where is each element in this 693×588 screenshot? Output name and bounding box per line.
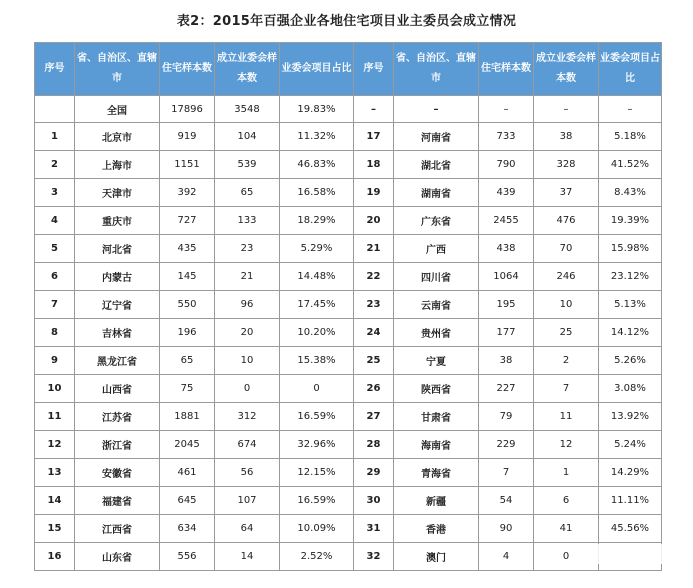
table-cell: 云南省 xyxy=(394,291,479,319)
table-cell: 2.52% xyxy=(280,543,354,571)
table-cell: 229 xyxy=(479,431,534,459)
table-cell: – xyxy=(479,96,534,123)
table-cell: 14.29% xyxy=(599,459,662,487)
table-cell: 392 xyxy=(160,179,215,207)
table-cell: 556 xyxy=(160,543,215,571)
table-cell: 13.92% xyxy=(599,403,662,431)
table-cell: 56 xyxy=(215,459,280,487)
table-cell: 919 xyxy=(160,123,215,151)
table-cell: 16.59% xyxy=(280,487,354,515)
table-body xyxy=(35,96,662,571)
table-cell: 澳门 xyxy=(394,543,479,571)
table-cell: 65 xyxy=(215,179,280,207)
table-cell: 25 xyxy=(534,319,599,347)
table-cell: 河北省 xyxy=(75,235,160,263)
table-cell: 38 xyxy=(479,347,534,375)
table-cell: 32 xyxy=(354,543,394,571)
table-cell: 70 xyxy=(534,235,599,263)
table-cell: 江苏省 xyxy=(75,403,160,431)
committee-table xyxy=(34,42,662,571)
table-cell: 重庆市 xyxy=(75,207,160,235)
table-cell: 21 xyxy=(354,235,394,263)
table-cell: 733 xyxy=(479,123,534,151)
table-cell: – xyxy=(354,96,394,123)
column-header: 序号 xyxy=(354,43,394,96)
table-cell: 10.20% xyxy=(280,319,354,347)
table-cell: 246 xyxy=(534,263,599,291)
table-cell: 四川省 xyxy=(394,263,479,291)
table-cell: 14.48% xyxy=(280,263,354,291)
table-cell: 安徽省 xyxy=(75,459,160,487)
table-cell: 4 xyxy=(479,543,534,571)
table-cell: 104 xyxy=(215,123,280,151)
table-cell: 上海市 xyxy=(75,151,160,179)
table-cell: 10.09% xyxy=(280,515,354,543)
table-cell: 6 xyxy=(35,263,75,291)
table-cell: 28 xyxy=(354,431,394,459)
table-cell: 辽宁省 xyxy=(75,291,160,319)
table-cell: 甘肃省 xyxy=(394,403,479,431)
table-cell: 14 xyxy=(215,543,280,571)
table-cell: 6 xyxy=(534,487,599,515)
table-cell: 439 xyxy=(479,179,534,207)
table-cell: 10 xyxy=(534,291,599,319)
table-cell: 31 xyxy=(354,515,394,543)
table-cell: 539 xyxy=(215,151,280,179)
table-cell: 18 xyxy=(354,151,394,179)
table-cell: 18.29% xyxy=(280,207,354,235)
table-cell: 133 xyxy=(215,207,280,235)
table-cell: 5.13% xyxy=(599,291,662,319)
table-cell: 北京市 xyxy=(75,123,160,151)
table-cell: 177 xyxy=(479,319,534,347)
table-cell: 11 xyxy=(35,403,75,431)
table-cell: 3548 xyxy=(215,96,280,123)
table-cell: – xyxy=(394,96,479,123)
table-row xyxy=(35,207,662,235)
table-cell: 1881 xyxy=(160,403,215,431)
column-header: 序号 xyxy=(35,43,75,96)
table-cell: 0 xyxy=(280,375,354,403)
table-row xyxy=(35,515,662,543)
table-row xyxy=(35,179,662,207)
column-header: 成立业委会样本数 xyxy=(215,43,280,96)
table-cell: 17896 xyxy=(160,96,215,123)
table-cell: 内蒙古 xyxy=(75,263,160,291)
table-cell: 674 xyxy=(215,431,280,459)
table-cell: 75 xyxy=(160,375,215,403)
table-cell: 1064 xyxy=(479,263,534,291)
table-cell: 全国 xyxy=(75,96,160,123)
table-cell: 12 xyxy=(35,431,75,459)
table-cell: – xyxy=(534,96,599,123)
table-cell: 7 xyxy=(479,459,534,487)
table-cell: 新疆 xyxy=(394,487,479,515)
table-cell: 19.83% xyxy=(280,96,354,123)
table-cell: 15 xyxy=(35,515,75,543)
table-cell: 19 xyxy=(354,179,394,207)
table-row xyxy=(35,123,662,151)
table-cell: 香港 xyxy=(394,515,479,543)
column-header: 住宅样本数 xyxy=(479,43,534,96)
table-cell: 14 xyxy=(35,487,75,515)
table-cell: 5.24% xyxy=(599,431,662,459)
table-cell: 37 xyxy=(534,179,599,207)
table-cell: 湖北省 xyxy=(394,151,479,179)
table-cell: 23.12% xyxy=(599,263,662,291)
table-cell: 312 xyxy=(215,403,280,431)
table-cell: 2045 xyxy=(160,431,215,459)
table-cell: 29 xyxy=(354,459,394,487)
table-cell: 96 xyxy=(215,291,280,319)
table-cell: 20 xyxy=(354,207,394,235)
column-header: 成立业委会样本数 xyxy=(534,43,599,96)
table-cell: 8 xyxy=(35,319,75,347)
column-header: 业委会项目占比 xyxy=(599,43,662,96)
table-row xyxy=(35,487,662,515)
table-cell: 26 xyxy=(354,375,394,403)
table-cell: 1 xyxy=(35,123,75,151)
table-cell: 11 xyxy=(534,403,599,431)
total-row xyxy=(35,96,662,123)
table-cell: 11.11% xyxy=(599,487,662,515)
table-cell: 10 xyxy=(215,347,280,375)
table-cell xyxy=(35,96,75,123)
table-cell: 17.45% xyxy=(280,291,354,319)
table-cell: 41.52% xyxy=(599,151,662,179)
table-cell: 16 xyxy=(35,543,75,571)
table-row xyxy=(35,459,662,487)
table-cell: 15.38% xyxy=(280,347,354,375)
table-cell: 19.39% xyxy=(599,207,662,235)
column-header: 省、自治区、直辖市 xyxy=(75,43,160,96)
table-cell: 1 xyxy=(534,459,599,487)
table-cell: 23 xyxy=(354,291,394,319)
table-cell: 461 xyxy=(160,459,215,487)
table-cell: 65 xyxy=(160,347,215,375)
table-cell: 天津市 xyxy=(75,179,160,207)
table-cell: 14.12% xyxy=(599,319,662,347)
table-cell: 5.18% xyxy=(599,123,662,151)
table-cell: 438 xyxy=(479,235,534,263)
table-cell: 2 xyxy=(35,151,75,179)
table-cell: 90 xyxy=(479,515,534,543)
table-row xyxy=(35,375,662,403)
table-cell: 328 xyxy=(534,151,599,179)
table-row xyxy=(35,151,662,179)
table-cell: 13 xyxy=(35,459,75,487)
table-cell: 福建省 xyxy=(75,487,160,515)
table-row xyxy=(35,319,662,347)
table-cell: 17 xyxy=(354,123,394,151)
table-cell: 湖南省 xyxy=(394,179,479,207)
column-header: 省、自治区、直辖市 xyxy=(394,43,479,96)
column-header: 业委会项目占比 xyxy=(280,43,354,96)
table-title: 表2：2015年百强企业各地住宅项目业主委员会成立情况 xyxy=(176,14,517,29)
table-cell: 7 xyxy=(534,375,599,403)
header-row xyxy=(35,43,662,96)
table-row xyxy=(35,235,662,263)
table-cell: 727 xyxy=(160,207,215,235)
table-cell: 79 xyxy=(479,403,534,431)
table-cell: 0 xyxy=(215,375,280,403)
table-cell: 2455 xyxy=(479,207,534,235)
table-cell: 196 xyxy=(160,319,215,347)
table-cell: 山东省 xyxy=(75,543,160,571)
table-row xyxy=(35,543,662,571)
table-cell: 11.32% xyxy=(280,123,354,151)
table-cell: 41 xyxy=(534,515,599,543)
table-cell: 790 xyxy=(479,151,534,179)
table-row xyxy=(35,263,662,291)
table-cell: 青海省 xyxy=(394,459,479,487)
table-cell: 27 xyxy=(354,403,394,431)
table-cell: 2 xyxy=(534,347,599,375)
table-cell: 24 xyxy=(354,319,394,347)
table-cell: 25 xyxy=(354,347,394,375)
table-cell: 15.98% xyxy=(599,235,662,263)
table-cell: 5.26% xyxy=(599,347,662,375)
table-cell: 145 xyxy=(160,263,215,291)
table-cell: 江西省 xyxy=(75,515,160,543)
table-cell: 45.56% xyxy=(599,515,662,543)
table-cell: 195 xyxy=(479,291,534,319)
table-cell: 23 xyxy=(215,235,280,263)
table-cell: 64 xyxy=(215,515,280,543)
table-cell: 黑龙江省 xyxy=(75,347,160,375)
table-cell: 476 xyxy=(534,207,599,235)
table-row xyxy=(35,403,662,431)
table-cell: 645 xyxy=(160,487,215,515)
table-cell: – xyxy=(599,96,662,123)
table-cell: 12 xyxy=(534,431,599,459)
table-cell: 山西省 xyxy=(75,375,160,403)
table-cell: 贵州省 xyxy=(394,319,479,347)
table-cell: 22 xyxy=(354,263,394,291)
table-cell: 10 xyxy=(35,375,75,403)
table-cell: 38 xyxy=(534,123,599,151)
watermark xyxy=(598,544,666,564)
table-cell: 4 xyxy=(35,207,75,235)
table-cell: 107 xyxy=(215,487,280,515)
table-row xyxy=(35,291,662,319)
table-cell: 陕西省 xyxy=(394,375,479,403)
table-cell: 227 xyxy=(479,375,534,403)
column-header: 住宅样本数 xyxy=(160,43,215,96)
table-cell: 5.29% xyxy=(280,235,354,263)
table-cell: 吉林省 xyxy=(75,319,160,347)
table-cell: 12.15% xyxy=(280,459,354,487)
table-cell: 9 xyxy=(35,347,75,375)
table-cell: 浙江省 xyxy=(75,431,160,459)
table-cell: 16.58% xyxy=(280,179,354,207)
table-cell: 435 xyxy=(160,235,215,263)
table-cell: 0 xyxy=(534,543,599,571)
table-cell: 8.43% xyxy=(599,179,662,207)
table-cell: 宁夏 xyxy=(394,347,479,375)
table-cell: 16.59% xyxy=(280,403,354,431)
table-cell: 20 xyxy=(215,319,280,347)
table-cell: 30 xyxy=(354,487,394,515)
table-cell: 54 xyxy=(479,487,534,515)
table-row xyxy=(35,431,662,459)
table-cell: 5 xyxy=(35,235,75,263)
table-row xyxy=(35,347,662,375)
table-cell: 46.83% xyxy=(280,151,354,179)
table-cell: 550 xyxy=(160,291,215,319)
table-cell: 广西 xyxy=(394,235,479,263)
table-cell: 3 xyxy=(35,179,75,207)
table-cell: 3.08% xyxy=(599,375,662,403)
table-cell: 21 xyxy=(215,263,280,291)
table-cell: 广东省 xyxy=(394,207,479,235)
table-cell: 32.96% xyxy=(280,431,354,459)
table-cell: 634 xyxy=(160,515,215,543)
table-cell: 河南省 xyxy=(394,123,479,151)
table-cell: 海南省 xyxy=(394,431,479,459)
table-cell: 7 xyxy=(35,291,75,319)
table-cell: 1151 xyxy=(160,151,215,179)
